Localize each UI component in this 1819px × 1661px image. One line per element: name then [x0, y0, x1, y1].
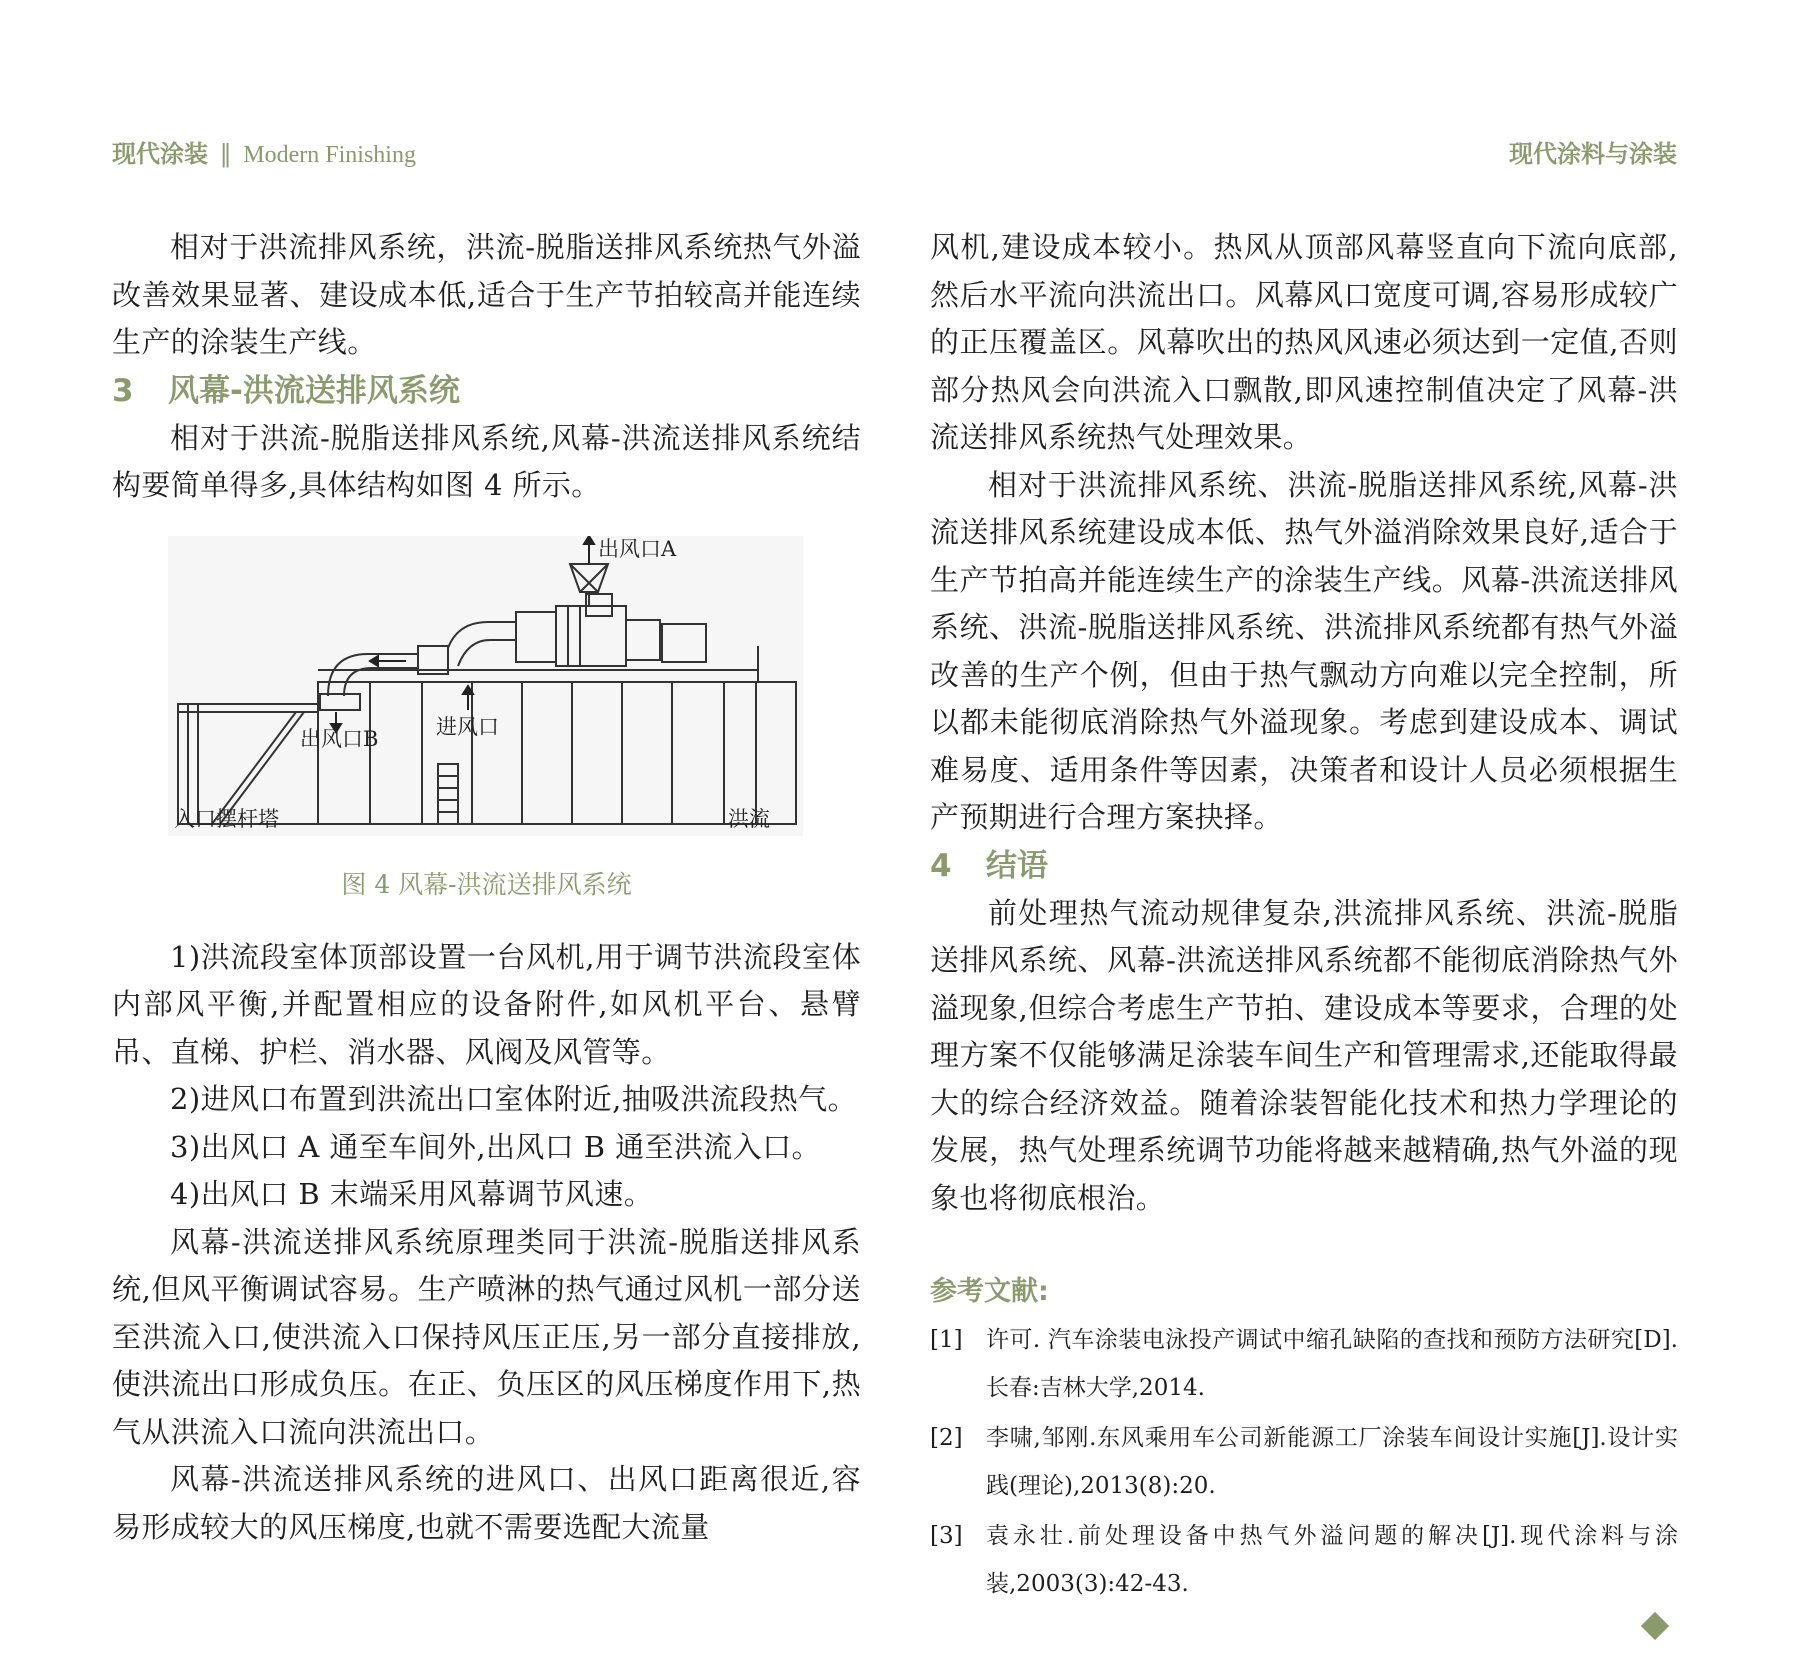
reference-text: 袁永壮.前处理设备中热气外溢问题的解决[J].现代涂料与涂装,2003(3):42-43. — [986, 1523, 1678, 1597]
references-title: 参考文献: — [930, 1276, 1049, 1307]
paragraph: 前处理热气流动规律复杂,洪流排风系统、洪流-脱脂送排风系统、风幕-洪流送排风系统都不能彻底消除热气外溢现象,但综合考虑生产节拍、建设成本等要求，合理的处理方案不仅能够满足涂装车间生产和管理需求,还能取得最大的综合经济效益。随着涂装智能化技术和热力学理论的发展，热气处理系统调节功能将越来越精确,热气外溢的现象也将彻底根治。 — [930, 895, 1678, 1215]
reference-number: [1] — [930, 1327, 963, 1353]
journal-brand: 现代涂装 — [112, 140, 208, 168]
paragraph-continued: 风机,建设成本较小。热风从顶部风幕竖直向下流向底部,然后水平流向洪流出口。风幕风口宽度可调,容易形成较广的正压覆盖区。风幕吹出的热风风速必须达到一定值,否则部分热风会向洪流入口飘散,即风速控制值决定了风幕-洪流送排风系统热气处理效果。 — [930, 230, 1678, 454]
paragraph: 相对于洪流排风系统，洪流-脱脂送排风系统热气外溢改善效果显著、建设成本低,适合于生产节拍较高并能连续生产的涂装生产线。 — [112, 230, 861, 359]
reference-number: [3] — [930, 1523, 963, 1549]
reference-item — [930, 1316, 1678, 1412]
reference-text: 许可. 汽车涂装电泳投产调试中缩孔缺陷的查找和预防方法研究[D].长春:吉林大学,2014. — [986, 1327, 1678, 1401]
label-outlet-a: 出风口A — [598, 536, 677, 561]
air-curtain-system-diagram — [168, 536, 803, 836]
header-separator: ‖ — [219, 140, 232, 168]
list-item-3: 3)出风口 A 通至车间外,出风口 B 通至洪流入口。 — [170, 1129, 821, 1164]
label-entrance-tower: 入口摆杆塔 — [174, 806, 279, 831]
label-outlet-b: 出风口B — [300, 726, 379, 751]
left-column — [112, 224, 861, 1551]
list-item-2: 2)进风口布置到洪流出口室体附近,抽吸洪流段热气。 — [170, 1082, 857, 1116]
paragraph: 相对于洪流排风系统、洪流-脱脂送排风系统,风幕-洪流送排风系统建设成本低、热气外溢消除效果良好,适合于生产节拍高并能连续生产的涂装生产线。风幕-洪流送排风系统、洪流-脱脂送排风系统、洪流排风系统都有热气外溢改善的生产个例，但由于热气飘动方向难以完全控制，所以都未能彻底消除热气外溢现象。考虑到建设成本、调试难易度、适用条件等因素，决策者和设计人员必须根据生产预期进行合理方案抉择。 — [930, 467, 1678, 834]
reference-item — [930, 1414, 1678, 1510]
reference-text: 李啸,邹刚.东风乘用车公司新能源工厂涂装车间设计实施[J].设计实践(理论),2013(8):20. — [986, 1425, 1678, 1499]
figure-caption: 图 4 风幕-洪流送排风系统 — [341, 869, 632, 899]
section-number: 3 — [112, 372, 134, 409]
running-header-right: 现代涂料与涂装 — [1509, 140, 1677, 168]
list-item-4: 4)出风口 B 末端采用风幕调节风速。 — [170, 1177, 654, 1211]
paragraph: 风幕-洪流送排风系统的进风口、出风口距离很近,容易形成较大的风压梯度,也就不需要选配大流量 — [112, 1462, 861, 1544]
paragraph: 相对于洪流-脱脂送排风系统,风幕-洪流送排风系统结构要简单得多,具体结构如图 4 所示。 — [112, 420, 861, 502]
right-column — [930, 224, 1678, 1608]
section-heading-4 — [930, 842, 1678, 890]
reference-item — [930, 1512, 1678, 1608]
list-item-1: 1)洪流段室体顶部设置一台风机,用于调节洪流段室体内部风平衡,并配置相应的设备附件,如风机平台、悬臂吊、直梯、护栏、消水器、风阀及风管等。 — [112, 939, 861, 1069]
running-header-left — [112, 138, 416, 171]
label-inlet: 进风口 — [436, 714, 499, 739]
reference-number: [2] — [930, 1425, 963, 1451]
label-flood: 洪流 — [728, 806, 770, 831]
figure-4 — [112, 536, 861, 838]
diagram-background — [168, 536, 803, 836]
paragraph: 风幕-洪流送排风系统原理类同于洪流-脱脂送排风系统,但风平衡调试容易。生产喷淋的热气通过风机一部分送至洪流入口,使洪流入口保持风压正压,另一部分直接排放,使洪流出口形成负压。在正、负压区的风压梯度作用下,热气从洪流入口流向洪流出口。 — [112, 1224, 861, 1449]
section-title: 风幕-洪流送排风系统 — [168, 372, 460, 409]
section-title: 结语 — [986, 847, 1048, 884]
section-number: 4 — [930, 847, 952, 884]
section-heading-3 — [112, 367, 861, 415]
journal-english-name: Modern Finishing — [243, 142, 416, 168]
end-mark-diamond-icon — [1641, 1612, 1669, 1640]
